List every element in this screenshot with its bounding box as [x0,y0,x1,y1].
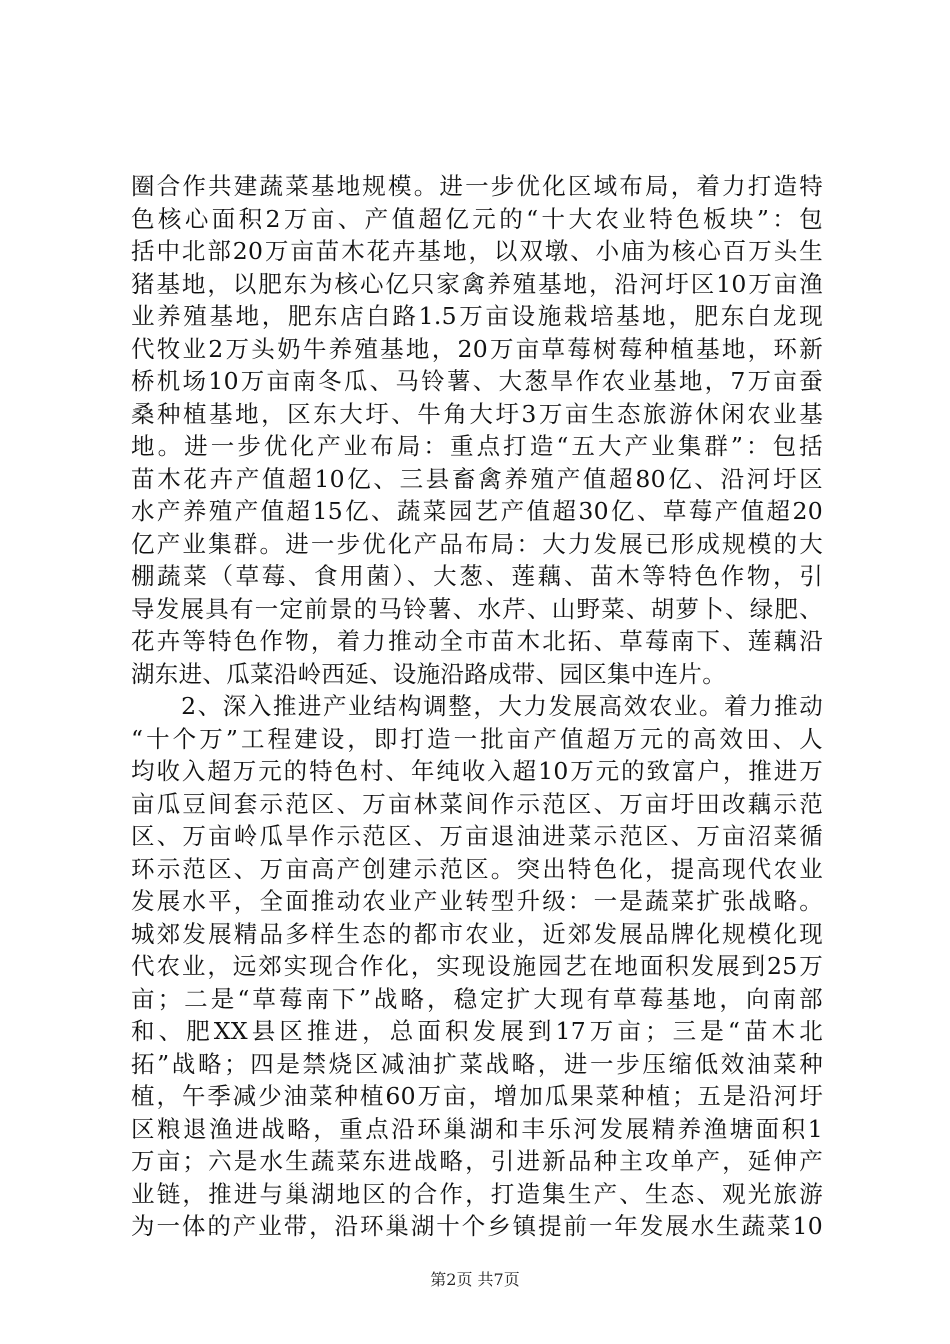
text-line: 和、肥XX县区推进，总面积发展到17万亩；三是“苗木北 [131,1017,823,1045]
text-line: 均收入超万元的特色村、年纯收入超10万元的致富户，推进万 [131,757,823,785]
text-line: 区、万亩岭瓜旱作示范区、万亩退油进菜示范区、万亩沼菜循 [131,822,823,850]
text-line: 区粮退渔进战略，重点沿环巢湖和丰乐河发展精养渔塘面积1 [131,1114,823,1143]
text-line: 业链，推进与巢湖地区的合作，打造集生产、生态、观光旅游 [131,1179,823,1208]
text-line: 桥机场10万亩南冬瓜、马铃薯、大葱旱作农业基地，7万亩蚕 [131,367,823,395]
text-line: 植，午季减少油菜种植60万亩，增加瓜果菜种植；五是沿河圩 [131,1082,823,1110]
text-line: 导发展具有一定前景的马铃薯、水芹、山野菜、胡萝卜、绿肥、 [131,594,823,623]
text-line: 为一体的产业带，沿环巢湖十个乡镇提前一年发展水生蔬菜10 [131,1212,823,1240]
text-line: 水产养殖产值超15亿、蔬菜园艺产值超30亿、草莓产值超20 [131,497,823,525]
text-line: 地。进一步优化产业布局：重点打造“五大产业集群”：包括 [131,432,823,460]
text-line: 亩瓜豆间套示范区、万亩林菜间作示范区、万亩圩田改藕示范 [131,789,823,818]
text-line: 圈合作共建蔬菜基地规模。进一步优化区域布局，着力打造特 [131,172,823,200]
text-line: 湖东进、瓜菜沿岭西延、设施沿路成带、园区集中连片。 [131,659,726,688]
text-line: 花卉等特色作物，着力推动全市苗木北拓、草莓南下、莲藕沿 [131,627,823,655]
body-text [131,170,823,1243]
text-line: 2、深入推进产业结构调整，大力发展高效农业。着力推动 [131,692,823,720]
text-line: 色核心面积2万亩、产值超亿元的“十大农业特色板块”：包 [131,204,823,233]
text-line: “十个万”工程建设，即打造一批亩产值超万元的高效田、人 [131,724,823,753]
text-line: 万亩；六是水生蔬菜东进战略，引进新品种主攻单产，延伸产 [131,1147,823,1175]
text-line: 桑种植基地，区东大圩、牛角大圩3万亩生态旅游休闲农业基 [131,399,823,428]
text-line: 城郊发展精品多样生态的都市农业，近郊发展品牌化规模化现 [131,919,823,948]
text-line: 拓”战略；四是禁烧区减油扩菜战略，进一步压缩低效油菜种 [131,1049,823,1078]
text-line: 亿产业集群。进一步优化产品布局：大力发展已形成规模的大 [131,529,823,558]
text-line: 业养殖基地，肥东店白路1.5万亩设施栽培基地，肥东白龙现 [131,302,823,330]
text-line: 代牧业2万头奶牛养殖基地，20万亩草莓树莓种植基地，环新 [131,334,823,363]
text-line: 亩；二是“草莓南下”战略，稳定扩大现有草莓基地，向南部 [131,984,823,1013]
text-line: 苗木花卉产值超10亿、三县畜禽养殖产值超80亿、沿河圩区 [131,464,823,493]
text-line: 代农业，远郊实现合作化，实现设施园艺在地面积发展到25万 [131,952,823,980]
text-line: 环示范区、万亩高产创建示范区。突出特色化，提高现代农业 [131,854,823,883]
page-footer: 第2页 共7页 [430,1270,520,1289]
text-line: 括中北部20万亩苗木花卉基地，以双墩、小庙为核心百万头生 [131,237,823,265]
text-line: 猪基地，以肥东为核心亿只家禽养殖基地，沿河圩区10万亩渔 [131,269,823,298]
text-line: 棚蔬菜（草莓、食用菌）、大葱、莲藕、苗木等特色作物，引 [131,562,823,590]
text-line: 发展水平，全面推动农业产业转型升级：一是蔬菜扩张战略。 [131,887,823,915]
